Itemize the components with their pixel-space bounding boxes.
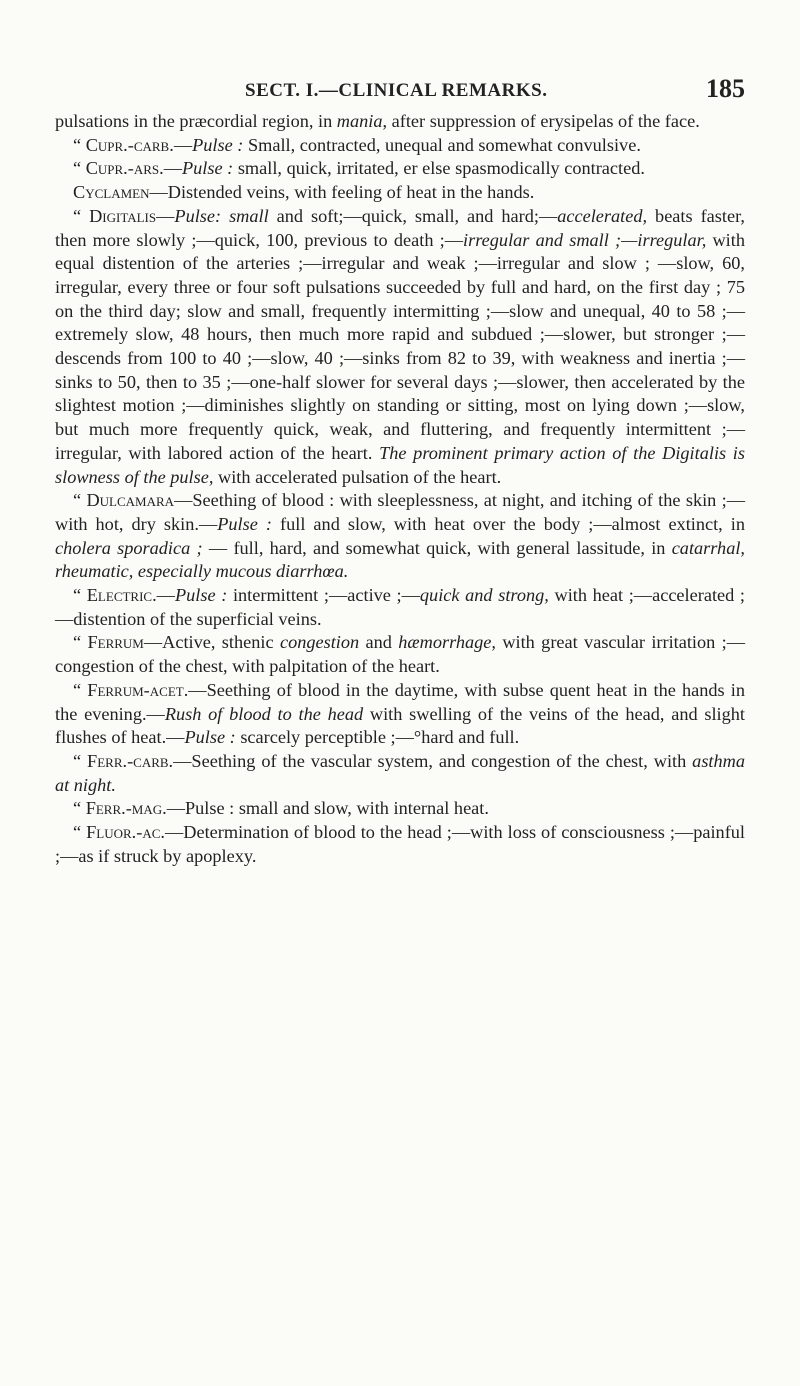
running-header bbox=[55, 74, 745, 110]
paragraph bbox=[55, 157, 745, 181]
remedy-name: Fluor.-ac. bbox=[86, 822, 165, 843]
text-run: intermittent ;—active ;— bbox=[227, 585, 420, 606]
text-run: “ bbox=[73, 205, 90, 226]
page-number: 185 bbox=[706, 74, 745, 103]
body-text bbox=[55, 110, 745, 869]
paragraph bbox=[55, 821, 745, 868]
text-run: scarcely perceptible ;—°hard and full. bbox=[235, 727, 520, 748]
text-run: “ bbox=[73, 134, 86, 155]
paragraph bbox=[55, 584, 745, 631]
italic-text: The prominent primary action of the Digitalis is slowness of the pulse, bbox=[55, 442, 745, 487]
italic-text: Pulse: small bbox=[174, 205, 269, 226]
book-page bbox=[55, 74, 746, 869]
remedy-name: Cupr.-ars. bbox=[85, 158, 164, 179]
italic-text: Pulse : bbox=[181, 158, 234, 179]
text-run: with heat ;—accelerated ;—distention of the superficial veins. bbox=[55, 585, 745, 629]
text-run: small, quick, irritated, er else spasmodically contracted. bbox=[233, 158, 645, 179]
italic-text: Pulse : bbox=[174, 585, 228, 606]
text-run: —Seething of blood : with sleeplessness, at night, and itching of the skin ;—with hot, dry skin.— bbox=[55, 490, 745, 534]
italic-text: irregular and small ;—irregular, bbox=[463, 229, 707, 250]
remedy-name: Ferrum bbox=[87, 632, 144, 653]
text-run: — bbox=[156, 205, 175, 226]
italic-text: Pulse : bbox=[192, 134, 244, 155]
remedy-name: Digitalis bbox=[89, 205, 157, 226]
section-title: SECT. I.—CLINICAL REMARKS. bbox=[245, 80, 548, 101]
italic-text: Pulse : bbox=[184, 727, 236, 748]
italic-text: asthma at night. bbox=[55, 750, 745, 795]
remedy-name: Electric. bbox=[86, 585, 157, 606]
remedy-name: Dulcamara bbox=[86, 490, 175, 511]
text-run: “ bbox=[73, 158, 86, 179]
text-run: with swelling of the veins of the head, and slight flushes of heat.— bbox=[55, 703, 745, 748]
text-run: “ bbox=[73, 679, 88, 700]
italic-text: cholera sporadica ; bbox=[55, 537, 203, 558]
italic-text: catarrhal, rheumatic, especially mucous diarrhœa. bbox=[55, 537, 745, 582]
italic-text: congestion bbox=[279, 632, 360, 653]
text-run: “ bbox=[73, 490, 87, 511]
paragraph bbox=[55, 489, 745, 584]
remedy-name: Ferr.-carb. bbox=[87, 750, 174, 771]
italic-text: Pulse : bbox=[217, 513, 272, 534]
text-run: —Active, sthenic bbox=[143, 632, 280, 653]
italic-text: accelerated, bbox=[557, 205, 648, 226]
text-run: — full, hard, and somewhat quick, with general lassitude, in bbox=[202, 537, 672, 558]
text-run: and bbox=[359, 632, 399, 653]
remedy-name: Ferrum-acet. bbox=[87, 679, 189, 700]
text-run: —Pulse : small and slow, with internal heat. bbox=[166, 798, 489, 819]
text-run: — bbox=[173, 134, 193, 155]
text-run: “ bbox=[73, 798, 86, 819]
text-run: with great vascular irritation ;—congestion of the chest, with palpitation of the heart. bbox=[55, 632, 745, 677]
italic-text: Rush of blood to the head bbox=[164, 703, 364, 724]
text-run: “ bbox=[73, 585, 87, 606]
remedy-name: Ferr.-mag. bbox=[85, 798, 167, 819]
paragraph bbox=[55, 205, 745, 489]
paragraph bbox=[55, 797, 745, 821]
paragraph bbox=[55, 679, 745, 750]
italic-text: quick and strong, bbox=[419, 585, 549, 606]
text-run: “ bbox=[73, 750, 88, 771]
text-run: — bbox=[156, 585, 175, 606]
text-run: —Seething of blood in the daytime, with subse quent heat in the hands in the evening.— bbox=[55, 679, 746, 724]
italic-text: mania bbox=[336, 111, 383, 131]
remedy-name: Cyclamen bbox=[73, 182, 150, 203]
text-run: pulsations in the præcordial region, in bbox=[55, 111, 337, 131]
text-run: “ bbox=[73, 632, 88, 653]
text-run: —Seething of the vascular system, and congestion of the chest, with bbox=[173, 750, 693, 771]
paragraph bbox=[55, 631, 745, 678]
text-run: — bbox=[163, 158, 182, 179]
text-run: with accelerated pulsation of the heart. bbox=[213, 466, 502, 487]
italic-text: hæmorrhage, bbox=[398, 632, 496, 653]
paragraph bbox=[55, 750, 745, 797]
paragraph bbox=[55, 181, 745, 205]
text-run: with equal distention of the arteries ;—irregular and weak ;—irregular and slow ; —slow, 60, irregular, every three or four soft pulsations succeeded by full and hard, on the first day ; 75 on the third day; slow and small, frequently intermitting ;—slow and unequal, 40 to 58 ;—extremely slow, 48 hours, then much more rapid and subdued ;—slower, but stronger ;—descends from 100 to 40 ;—slow, 40 ;—sinks from 82 to 39, with weakness and inertia ;—sinks to 50, then to 35 ;—one-half slower for several days ;—slower, then accelerated by the slightest motion ;—diminishes slightly on standing or sitting, most on lying down ;—slow, but much more frequently quick, weak, and fluttering, and frequently intermittent ;—irregular, with labored action of the heart. bbox=[55, 229, 745, 463]
paragraph bbox=[55, 110, 745, 134]
text-run: Small, contracted, unequal and somewhat convulsive. bbox=[243, 134, 641, 155]
text-run: , after suppression of erysipelas of the face. bbox=[382, 111, 700, 131]
remedy-name: Cupr.-carb. bbox=[85, 134, 174, 155]
text-run: and soft;—quick, small, and hard;— bbox=[268, 205, 558, 226]
paragraph bbox=[55, 134, 745, 158]
text-run: —Determination of blood to the head ;—with loss of consciousness ;—painful ;—as if struck by apoplexy. bbox=[55, 822, 746, 866]
text-run: “ bbox=[73, 822, 87, 843]
text-run: —Distended veins, with feeling of heat in the hands. bbox=[149, 182, 535, 203]
text-run: beats faster, then more slowly ;—quick, 100, previous to death ;— bbox=[55, 205, 746, 250]
text-run: full and slow, with heat over the body ;—almost extinct, in bbox=[271, 513, 746, 534]
